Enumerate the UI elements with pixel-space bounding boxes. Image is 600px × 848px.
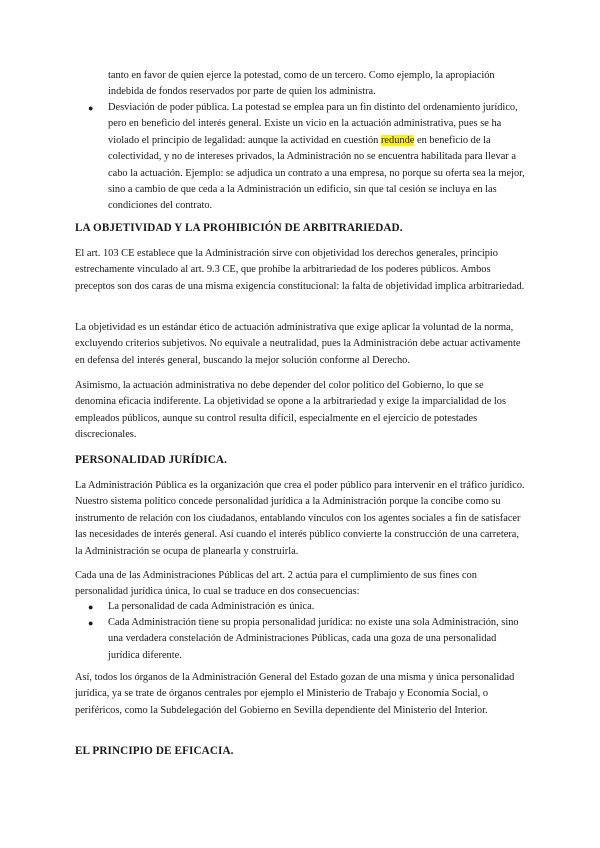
bullet-dot-icon: ● <box>88 602 94 612</box>
bullet-desviacion-de-poder <box>108 100 527 215</box>
paragraph-personalidad-1: La Administración Pública es la organización que crea el poder público para intervenir en el tráfico jurídico. Nuestro sistema político concede personalidad jurídica a la Administración porque la concibe como su instrumento de relación con los ciudadanos, entablando vínculos con los agentes sociales a fin de satisfacer las necesidades de interés general. Así cuando el interés público convierte la construcción de una carretera, la Administración se ocupa de planearla y construirla. <box>75 480 525 557</box>
heading-personalidad-juridica: PERSONALIDAD JURÍDICA. <box>75 454 228 466</box>
list-item: La personalidad de cada Administración es única. <box>108 601 315 612</box>
desviacion-text-after: en beneficio de la colectividad, y no de intereses privados, la Administración no se encuentra habilitada para llevar a cabo la actuación. Ejemplo: se adjudica un contrato a una empresa, no porque su oferta sea la mejor, sino a cambio de que ceda a la Administración un edificio, sin que tal cesión se incluya en las condiciones del contrato. <box>108 134 525 212</box>
paragraph-personalidad-3: Así, todos los órganos de la Administración General del Estado gozan de una misma y única personalidad jurídica, ya se trate de órganos centrales por ejemplo el Ministerio de Trabajo y Economía Social, o periféricos, como la Subdelegación del Gobierno en Sevilla dependiente del Ministerio del Interior. <box>75 672 515 716</box>
bullet-dot-icon: ● <box>88 618 94 628</box>
paragraph-objetividad-2: La objetividad es un estándar ético de actuación administrativa que exige aplicar la voluntad de la norma, excluyendo criterios subjetivos. No equivale a neutralidad, pues la Administración debe actuar activamente en defensa del interés general, buscando la mejor solución conforme al Derecho. <box>75 322 521 366</box>
paragraph-objetividad-3: Asimismo, la actuación administrativa no debe depender del color político del Gobierno, lo que se denomina eficacia indiferente. La objetividad se opone a la arbitrariedad y exige la imparcialidad de los empleados públicos, aunque su control resulta difícil, especialmente en el ejercicio de potestades discrecionales. <box>75 380 507 441</box>
bullet-dot-icon: ● <box>88 103 94 113</box>
continuation-paragraph: tanto en favor de quien ejerce la potestad, como de un tercero. Como ejemplo, la apropiación indebida de fondos reservados por parte de quien los administra. <box>108 70 495 98</box>
paragraph-personalidad-2: Cada una de las Administraciones Públicas del art. 2 actúa para el cumplimiento de sus fines con personalidad jurídica única, lo cual se traduce en dos consecuencias: <box>75 570 477 598</box>
heading-objetividad: LA OBJETIVIDAD Y LA PROHIBICIÓN DE ARBITRARIEDAD. <box>75 222 403 234</box>
paragraph-objetividad-1: El art. 103 CE establece que la Administración sirve con objetividad los derechos generales, principio estrechamente vinculado al art. 9.3 CE, que prohíbe la arbitrariedad de los poderes públicos. Ambos preceptos son dos caras de una misma exigencia constitucional: la falta de objetividad implica arbitrariedad. <box>75 248 525 292</box>
desviacion-text-before: Desviación de poder pública. La potestad se emplea para un fin distinto del ordenamiento jurídico, pero en beneficio del interés general. Existe un vicio en la actuación administrativa, pues se ha violado el principio de legalidad: aunque la actividad en cuestión <box>108 102 518 146</box>
highlighted-word: redunde <box>380 134 415 146</box>
heading-principio-eficacia: EL PRINCIPIO DE EFICACIA. <box>75 745 234 757</box>
list-item: Cada Administración tiene su propia personalidad jurídica: no existe una sola Administración, sino una verdadera constelación de Administraciones Públicas, cada una goza de una personalidad jurídica diferente. <box>108 617 519 661</box>
